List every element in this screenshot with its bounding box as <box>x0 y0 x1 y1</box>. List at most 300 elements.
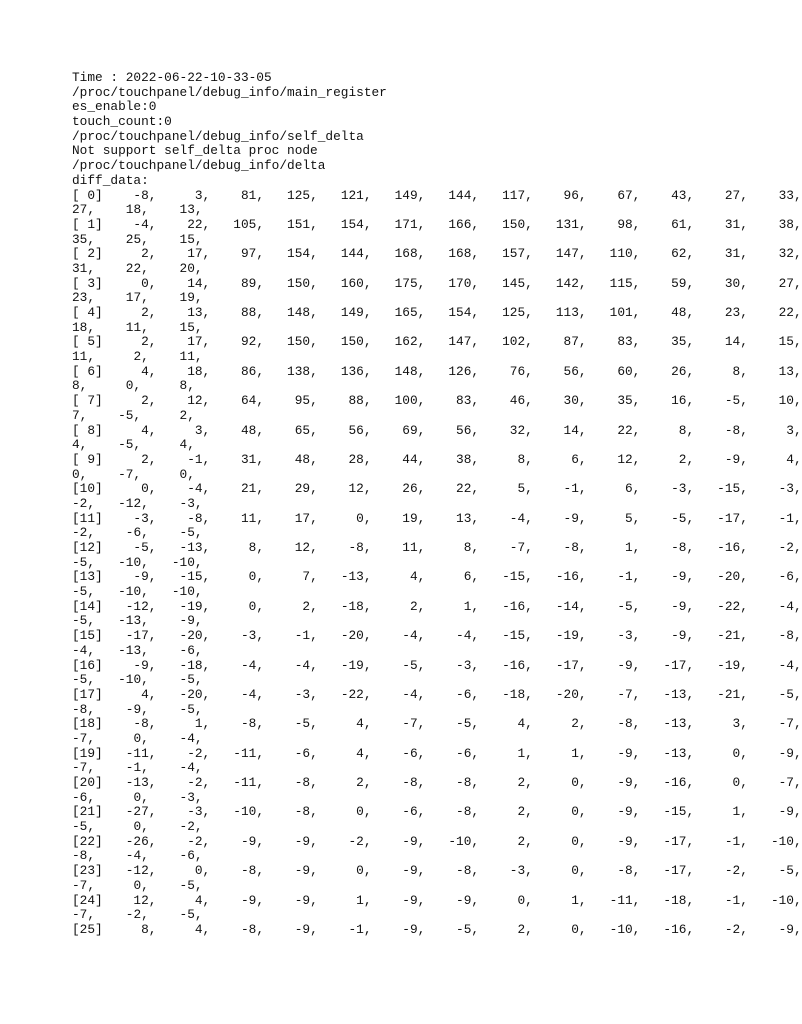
diff-row-line <box>72 717 802 732</box>
diff-cell: 97, <box>210 246 265 262</box>
diff-cell: 150, <box>317 334 372 350</box>
diff-cell: -8, <box>747 628 802 644</box>
diff-cell: 8, <box>141 378 195 394</box>
diff-cell: 35, <box>640 334 695 350</box>
diff-row-line <box>72 247 802 262</box>
diff-cell: 0, <box>532 863 587 879</box>
diff-cell: -3, <box>264 686 318 702</box>
diff-cell: 88, <box>317 393 372 409</box>
diff-cell: -3, <box>425 657 480 673</box>
diff-row-index: [ 3] <box>72 275 103 291</box>
diff-cell: 170, <box>425 275 480 291</box>
diff-row-line <box>72 864 802 879</box>
diff-row-index: [12] <box>72 540 103 555</box>
diff-cell: 96, <box>532 187 587 203</box>
diff-row-continuation <box>72 614 802 629</box>
diff-cell: -16, <box>532 569 587 585</box>
diff-cell: 0, <box>102 481 157 497</box>
diff-cell: 65, <box>264 422 318 438</box>
diff-cell: 30, <box>694 275 748 291</box>
diff-cell: 3, <box>694 716 748 732</box>
diff-cell: -4, <box>371 628 426 644</box>
diff-cell: -1, <box>694 892 748 908</box>
diff-cell: 10, <box>747 393 802 409</box>
diff-row-continuation <box>72 703 802 718</box>
diff-cell: 8, <box>210 540 265 555</box>
diff-cell: 8, <box>479 451 533 467</box>
diff-cell: -13, <box>156 540 211 555</box>
diff-cell: 4, <box>156 892 211 908</box>
diff-cell: -6, <box>371 745 426 761</box>
diff-cell: 0, <box>532 833 587 849</box>
diff-cell: -8, <box>102 716 157 732</box>
diff-cell: -21, <box>694 686 748 702</box>
diff-cell: 44, <box>371 451 426 467</box>
diff-data-table <box>72 189 802 938</box>
diff-cell: -8, <box>264 804 318 820</box>
diff-cell: 83, <box>425 393 480 409</box>
diff-cell: -7, <box>586 686 641 702</box>
diff-cell: -15, <box>156 569 211 585</box>
diff-row-index: [14] <box>72 598 103 614</box>
diff-row-line <box>72 805 802 820</box>
diff-cell: -4, <box>371 686 426 702</box>
diff-row-continuation <box>72 585 802 600</box>
diff-cell: 2, <box>479 833 533 849</box>
diff-cell: -4, <box>210 657 265 673</box>
diff-row-continuation <box>72 262 802 277</box>
diff-cell: -9, <box>694 451 748 467</box>
diff-cell: 17, <box>264 510 318 526</box>
diff-cell: 5, <box>479 481 533 497</box>
diff-cell: 117, <box>479 187 533 203</box>
diff-cell: 23, <box>72 290 96 306</box>
diff-cell: -12, <box>102 863 157 879</box>
diff-cell: -5, <box>747 863 802 879</box>
diff-cell: 2, <box>102 246 157 262</box>
diff-cell: -1, <box>95 760 149 776</box>
diff-cell: 8, <box>102 921 157 937</box>
self-delta-path: /proc/touchpanel/debug_info/self_delta <box>72 128 364 144</box>
diff-cell: -2, <box>95 907 149 923</box>
diff-row-index: [15] <box>72 628 103 644</box>
diff-data-heading: diff_data: <box>72 172 149 188</box>
diff-row-line <box>72 776 802 791</box>
diff-cell: 2, <box>317 775 372 790</box>
diff-cell: 98, <box>586 216 641 232</box>
diff-cell: -3, <box>640 481 695 497</box>
diff-cell: -16, <box>479 598 533 614</box>
diff-cell: 149, <box>317 305 372 320</box>
diff-cell: 1, <box>479 745 533 761</box>
diff-cell: -9, <box>148 613 203 629</box>
diff-cell: 3, <box>156 187 211 203</box>
diff-cell: 12, <box>264 540 318 555</box>
diff-cell: -1, <box>747 510 802 526</box>
diff-cell: -16, <box>694 540 748 555</box>
diff-row-index: [ 2] <box>72 246 103 262</box>
diff-row-index: [21] <box>72 804 103 820</box>
diff-cell: -8, <box>425 863 480 879</box>
self-delta-unsupported-message: Not support self_delta proc node <box>72 143 318 159</box>
diff-cell: -5, <box>425 716 480 732</box>
diff-cell: -20, <box>156 686 211 702</box>
diff-cell: -4, <box>148 730 203 746</box>
diff-cell: 27, <box>747 275 802 291</box>
diff-cell: 148, <box>371 363 426 379</box>
diff-cell: 92, <box>210 334 265 350</box>
diff-cell: -5, <box>72 613 96 629</box>
diff-cell: 142, <box>532 275 587 291</box>
diff-row-line <box>72 570 802 585</box>
diff-cell: 18, <box>95 202 149 218</box>
diff-cell: -13, <box>640 686 695 702</box>
diff-cell: -9, <box>425 892 480 908</box>
diff-cell: -4, <box>264 657 318 673</box>
diff-cell: -9, <box>586 657 641 673</box>
diff-row-index: [ 0] <box>72 187 103 203</box>
diff-cell: -9, <box>102 657 157 673</box>
diff-row-line <box>72 189 802 204</box>
diff-cell: 168, <box>371 246 426 262</box>
diff-cell: 3, <box>747 422 802 438</box>
diff-cell: 11, <box>371 540 426 555</box>
diff-cell: -6, <box>72 789 96 805</box>
diff-cell: 48, <box>640 305 695 320</box>
diff-cell: -8, <box>72 701 96 717</box>
diff-row-line <box>72 482 802 497</box>
diff-cell: 1, <box>317 892 372 908</box>
diff-cell: 157, <box>479 246 533 262</box>
diff-cell: -5, <box>264 716 318 732</box>
diff-cell: 1, <box>156 716 211 732</box>
diff-cell: -12, <box>95 495 149 511</box>
diff-cell: 4, <box>747 451 802 467</box>
diff-cell: 4, <box>371 569 426 585</box>
diff-cell: -15, <box>640 804 695 820</box>
diff-cell: -9, <box>586 745 641 761</box>
diff-cell: 105, <box>210 216 265 232</box>
diff-cell: 4, <box>141 437 195 453</box>
diff-cell: 59, <box>640 275 695 291</box>
diff-cell: -10, <box>148 584 203 600</box>
diff-cell: -8, <box>586 863 641 879</box>
diff-cell: -2, <box>694 921 748 937</box>
diff-cell: -9, <box>747 804 802 820</box>
diff-cell: 38, <box>747 216 802 232</box>
diff-row-index: [18] <box>72 716 103 732</box>
diff-row-line <box>72 600 802 615</box>
diff-cell: 62, <box>640 246 695 262</box>
diff-cell: 0, <box>210 569 265 585</box>
diff-cell: -5, <box>87 407 142 423</box>
diff-cell: -13, <box>317 569 372 585</box>
diff-cell: -9, <box>640 569 695 585</box>
diff-cell: 0, <box>694 745 748 761</box>
diff-cell: 144, <box>317 246 372 262</box>
diff-cell: -9, <box>264 833 318 849</box>
diff-cell: 61, <box>640 216 695 232</box>
diff-cell: -4, <box>95 848 149 864</box>
diff-cell: 81, <box>210 187 265 203</box>
diff-cell: -9, <box>371 863 426 879</box>
diff-cell: 2, <box>479 775 533 790</box>
diff-cell: -7, <box>72 730 96 746</box>
diff-cell: 95, <box>264 393 318 409</box>
diff-cell: 18, <box>72 319 96 335</box>
diff-cell: -8, <box>532 540 587 555</box>
diff-cell: -9, <box>747 921 802 937</box>
diff-cell: -5, <box>72 554 96 570</box>
diff-cell: -1, <box>156 451 211 467</box>
diff-cell: 2, <box>371 598 426 614</box>
diff-cell: -22, <box>317 686 372 702</box>
diff-cell: 12, <box>156 393 211 409</box>
diff-cell: 1, <box>532 745 587 761</box>
diff-cell: -6, <box>95 525 149 541</box>
diff-cell: 46, <box>479 393 533 409</box>
diff-cell: 0, <box>156 863 211 879</box>
diff-cell: 15, <box>747 334 802 350</box>
diff-cell: -13, <box>95 613 149 629</box>
diff-cell: -5, <box>640 510 695 526</box>
diff-cell: -9, <box>210 833 265 849</box>
diff-cell: 147, <box>532 246 587 262</box>
diff-cell: -10, <box>586 921 641 937</box>
diff-cell: 31, <box>72 260 96 276</box>
diff-cell: -10, <box>148 554 203 570</box>
delta-path: /proc/touchpanel/debug_info/delta <box>72 158 326 174</box>
diff-cell: -5, <box>425 921 480 937</box>
diff-cell: 0, <box>95 877 149 893</box>
diff-cell: 22, <box>747 305 802 320</box>
diff-cell: 126, <box>425 363 480 379</box>
diff-cell: -5, <box>148 701 203 717</box>
diff-cell: 12, <box>317 481 372 497</box>
diff-cell: -4, <box>102 216 157 232</box>
diff-row-line <box>72 365 802 380</box>
diff-cell: 2, <box>102 334 157 350</box>
diff-cell: 69, <box>371 422 426 438</box>
diff-cell: 2, <box>95 349 149 365</box>
diff-cell: 20, <box>148 260 203 276</box>
diff-cell: 110, <box>586 246 641 262</box>
diff-cell: -10, <box>210 804 265 820</box>
diff-cell: 11, <box>72 349 96 365</box>
diff-cell: 21, <box>210 481 265 497</box>
diff-cell: -3, <box>210 628 265 644</box>
diff-cell: 31, <box>694 246 748 262</box>
diff-cell: -9, <box>371 921 426 937</box>
diff-cell: -17, <box>532 657 587 673</box>
diff-cell: -2, <box>694 863 748 879</box>
diff-row-index: [ 5] <box>72 334 103 350</box>
diff-cell: -5, <box>72 584 96 600</box>
diff-cell: -1, <box>264 628 318 644</box>
diff-cell: -8, <box>72 848 96 864</box>
diff-cell: -4, <box>479 510 533 526</box>
diff-cell: 4, <box>102 422 157 438</box>
diff-cell: 4, <box>479 716 533 732</box>
diff-cell: 67, <box>586 187 641 203</box>
diff-cell: -1, <box>532 481 587 497</box>
diff-cell: 136, <box>317 363 372 379</box>
diff-cell: -10, <box>95 584 149 600</box>
diff-cell: 2, <box>141 407 195 423</box>
diff-cell: 115, <box>586 275 641 291</box>
diff-row-continuation <box>72 732 802 747</box>
diff-cell: 33, <box>747 187 802 203</box>
diff-cell: -19, <box>317 657 372 673</box>
diff-cell: -4, <box>72 642 96 658</box>
diff-cell: -7, <box>747 716 802 732</box>
diff-cell: -16, <box>640 775 695 790</box>
diff-cell: 22, <box>586 422 641 438</box>
diff-cell: 2, <box>102 451 157 467</box>
diff-cell: 100, <box>371 393 426 409</box>
main-register-path: /proc/touchpanel/debug_info/main_register <box>72 84 387 100</box>
diff-cell: 1, <box>586 540 641 555</box>
diff-cell: 30, <box>532 393 587 409</box>
diff-cell: 2, <box>640 451 695 467</box>
diff-cell: 35, <box>586 393 641 409</box>
diff-cell: 11, <box>210 510 265 526</box>
diff-cell: -8, <box>371 775 426 790</box>
diff-cell: 131, <box>532 216 587 232</box>
diff-row-line <box>72 835 802 850</box>
diff-row-continuation <box>72 791 802 806</box>
diff-cell: 11, <box>95 319 149 335</box>
diff-cell: 150, <box>264 334 318 350</box>
diff-cell: -4, <box>747 598 802 614</box>
diff-cell: 149, <box>371 187 426 203</box>
diff-cell: 18, <box>156 363 211 379</box>
touch-count-line: touch_count:0 <box>72 114 172 130</box>
diff-cell: -11, <box>210 745 265 761</box>
diff-cell: 13, <box>747 363 802 379</box>
diff-cell: -17, <box>640 863 695 879</box>
diff-cell: -4, <box>425 628 480 644</box>
diff-cell: -9, <box>371 833 426 849</box>
diff-cell: 29, <box>264 481 318 497</box>
diff-cell: -8, <box>102 187 157 203</box>
diff-cell: 27, <box>72 202 96 218</box>
diff-row-continuation <box>72 233 802 248</box>
diff-cell: 0, <box>317 510 372 526</box>
diff-cell: -18, <box>156 657 211 673</box>
diff-cell: 31, <box>694 216 748 232</box>
diff-cell: 28, <box>317 451 372 467</box>
diff-cell: -15, <box>479 628 533 644</box>
diff-cell: -12, <box>102 598 157 614</box>
diff-cell: -5, <box>694 393 748 409</box>
diff-cell: -2, <box>156 833 211 849</box>
diff-cell: -17, <box>102 628 157 644</box>
es-enable-line: es_enable:0 <box>72 99 157 115</box>
diff-cell: 23, <box>694 305 748 320</box>
diff-row-index: [25] <box>72 921 103 937</box>
diff-cell: 0, <box>95 730 149 746</box>
diff-cell: 22, <box>156 216 211 232</box>
diff-row-index: [19] <box>72 745 103 761</box>
diff-cell: -1, <box>694 833 748 849</box>
diff-cell: -8, <box>156 510 211 526</box>
diff-cell: -18, <box>317 598 372 614</box>
diff-row-index: [17] <box>72 686 103 702</box>
diff-cell: 0, <box>479 892 533 908</box>
diff-row-continuation <box>72 379 802 394</box>
diff-cell: -9, <box>102 569 157 585</box>
diff-row-continuation <box>72 321 802 336</box>
diff-cell: -8, <box>210 716 265 732</box>
diff-cell: -2, <box>148 819 203 835</box>
diff-cell: 1, <box>425 598 480 614</box>
diff-cell: 56, <box>317 422 372 438</box>
diff-cell: -9, <box>586 804 641 820</box>
diff-cell: -8, <box>264 775 318 790</box>
diff-cell: -15, <box>694 481 748 497</box>
diff-cell: 4, <box>102 686 157 702</box>
diff-cell: 22, <box>425 481 480 497</box>
diff-cell: 88, <box>210 305 265 320</box>
diff-cell: 2, <box>532 716 587 732</box>
timestamp-line: Time : 2022-06-22-10-33-05 <box>72 70 272 85</box>
diff-cell: -7, <box>72 907 96 923</box>
diff-cell: -10, <box>747 833 802 849</box>
diff-cell: -5, <box>102 540 157 555</box>
diff-cell: 166, <box>425 216 480 232</box>
diff-cell: -11, <box>210 775 265 790</box>
diff-cell: -4, <box>148 760 203 776</box>
diff-cell: -6, <box>371 804 426 820</box>
diff-cell: 0, <box>95 819 149 835</box>
diff-cell: 87, <box>532 334 587 350</box>
diff-cell: -3, <box>148 495 203 511</box>
diff-cell: -19, <box>532 628 587 644</box>
diff-cell: -6, <box>148 642 203 658</box>
diff-cell: -5, <box>72 672 96 688</box>
diff-cell: 162, <box>371 334 426 350</box>
diff-cell: 17, <box>156 246 211 262</box>
diff-cell: -6, <box>264 745 318 761</box>
diff-cell: -5, <box>148 672 203 688</box>
diff-cell: 2, <box>479 921 533 937</box>
diff-cell: -20, <box>317 628 372 644</box>
diff-cell: -3, <box>479 863 533 879</box>
diff-row-line <box>72 659 802 674</box>
diff-cell: -8, <box>210 921 265 937</box>
diff-cell: -13, <box>640 745 695 761</box>
diff-cell: -16, <box>640 921 695 937</box>
diff-cell: 56, <box>532 363 587 379</box>
diff-cell: 26, <box>640 363 695 379</box>
diff-cell: 2, <box>102 305 157 320</box>
diff-cell: 12, <box>586 451 641 467</box>
diff-cell: 0, <box>317 863 372 879</box>
diff-cell: -9, <box>747 745 802 761</box>
diff-cell: -17, <box>640 657 695 673</box>
diff-row-index: [11] <box>72 510 103 526</box>
diff-cell: 2, <box>102 393 157 409</box>
diff-cell: 13, <box>156 305 211 320</box>
diff-row-index: [23] <box>72 863 103 879</box>
diff-row-continuation <box>72 849 802 864</box>
diff-cell: 113, <box>532 305 587 320</box>
diff-row-continuation <box>72 497 802 512</box>
diff-row-line <box>72 923 802 938</box>
diff-cell: -3, <box>102 510 157 526</box>
diff-cell: 0, <box>102 275 157 291</box>
